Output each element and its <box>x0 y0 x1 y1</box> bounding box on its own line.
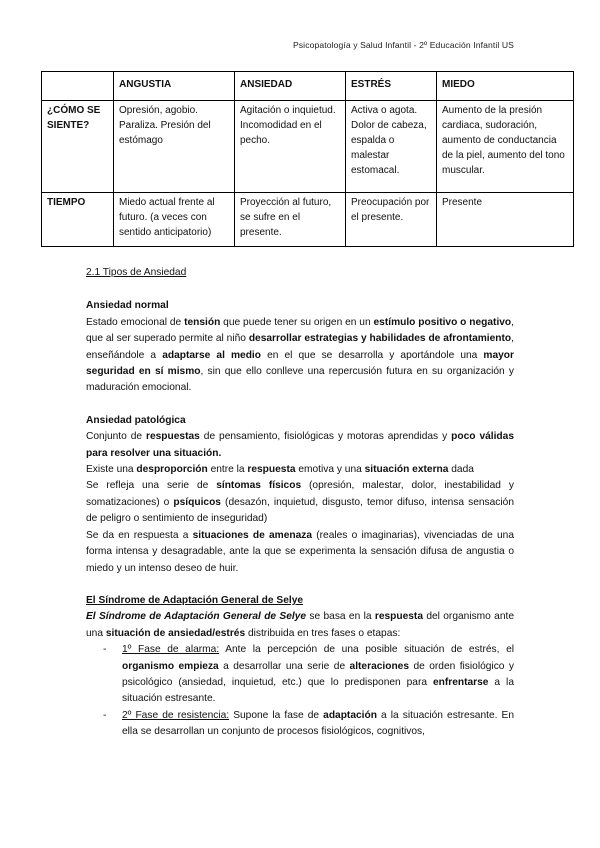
table-cell: Preocupación por el presente. <box>346 193 437 247</box>
table-header-cell: ANSIEDAD <box>235 72 346 101</box>
section-title: 2.1 Tipos de Ansiedad <box>86 267 187 278</box>
table-cell: Presente <box>437 193 574 247</box>
table-cell: Opresión, agobio. Paraliza. Presión del estómago <box>114 101 235 193</box>
table-header-cell: ANGUSTIA <box>114 72 235 101</box>
table-cell: Proyección al futuro, se sufre en el presente. <box>235 193 346 247</box>
comparison-table <box>41 71 574 247</box>
selye-intro: El Síndrome de Adaptación General de Selye se basa en la respuesta del organismo ante una situación de ansiedad/estrés distribuida en tres fases o etapas: <box>86 611 514 639</box>
table-row <box>42 101 574 193</box>
normal-anxiety-paragraph: Estado emocional de tensión que puede tener su origen en un estímulo positivo o negativo, que al ser superado permite al niño desarrollar estrategias y habilidades de afrontamiento, enseñándole a adaptarse al medio en el que se desarrolla y aportándole una mayor seguridad en sí mismo, sin que ello conlleve una repercusión futura en su organización y maduración emocional. <box>86 316 515 394</box>
list-item: - 2º Fase de resistencia: Supone la fase de adaptación a la situación estresante. En ella se desarrollan un conjunto de procesos fisiológicos, cognitivos, <box>103 709 514 738</box>
table-header-cell: ESTRÉS <box>346 72 437 101</box>
table-header-cell <box>42 72 114 101</box>
pathological-paragraph: Conjunto de respuestas de pensamiento, fisiológicas y motoras aprendidas y poco válidas para resolver una situación. <box>86 431 514 459</box>
pathological-anxiety-heading: Ansiedad patológica <box>86 414 186 426</box>
pathological-paragraph: Se refleja una serie de síntomas físicos (opresión, malestar, dolor, inestabilidad y somatizaciones) o psíquicos (desazón, inquietud, disgusto, temor difuso, intensa sensación de peligro o sentimiento de inseguridad) <box>86 480 514 525</box>
phase-list <box>86 642 514 740</box>
page-header: Psicopatología y Salud Infantil - 2º Educación Infantil US <box>292 40 514 50</box>
table-cell: Agitación o inquietud. Incomodidad en el pecho. <box>235 101 346 193</box>
table-cell: Aumento de la presión cardiaca, sudoración, aumento de conductancia de la piel, aumento del tono muscular. <box>437 101 574 193</box>
pathological-paragraph: Se da en respuesta a situaciones de amenaza (reales o imaginarias), vivenciadas de una forma intensa y desagradable, ante la que se experimenta la sensación difusa de angustia o miedo y un intenso deseo de huir. <box>86 529 515 574</box>
table-row <box>42 193 574 247</box>
table-cell: Miedo actual frente al futuro. (a veces con sentido anticipatorio) <box>114 193 235 247</box>
row-label: ¿CÓMO SE SIENTE? <box>42 101 114 193</box>
table-header-cell: MIEDO <box>437 72 574 101</box>
list-item: - 1º Fase de alarma: Ante la percepción de una posible situación de estrés, el organismo empieza a desarrollar una serie de alteraciones de orden fisiológico y psicológico (ansiedad, inquietud, etc.) que lo predisponen para enfrentarse a la situación estresante. <box>103 644 515 705</box>
pathological-paragraph: Existe una desproporción entre la respuesta emotiva y una situación externa dada <box>86 464 474 476</box>
selye-heading: El Síndrome de Adaptación General de Selye <box>86 594 304 606</box>
document-body <box>86 265 514 741</box>
table-cell: Activa o agota. Dolor de cabeza, espalda o malestar estomacal. <box>346 101 437 193</box>
table-header-row <box>42 72 574 101</box>
row-label: TIEMPO <box>42 193 114 247</box>
normal-anxiety-heading: Ansiedad normal <box>86 300 169 312</box>
